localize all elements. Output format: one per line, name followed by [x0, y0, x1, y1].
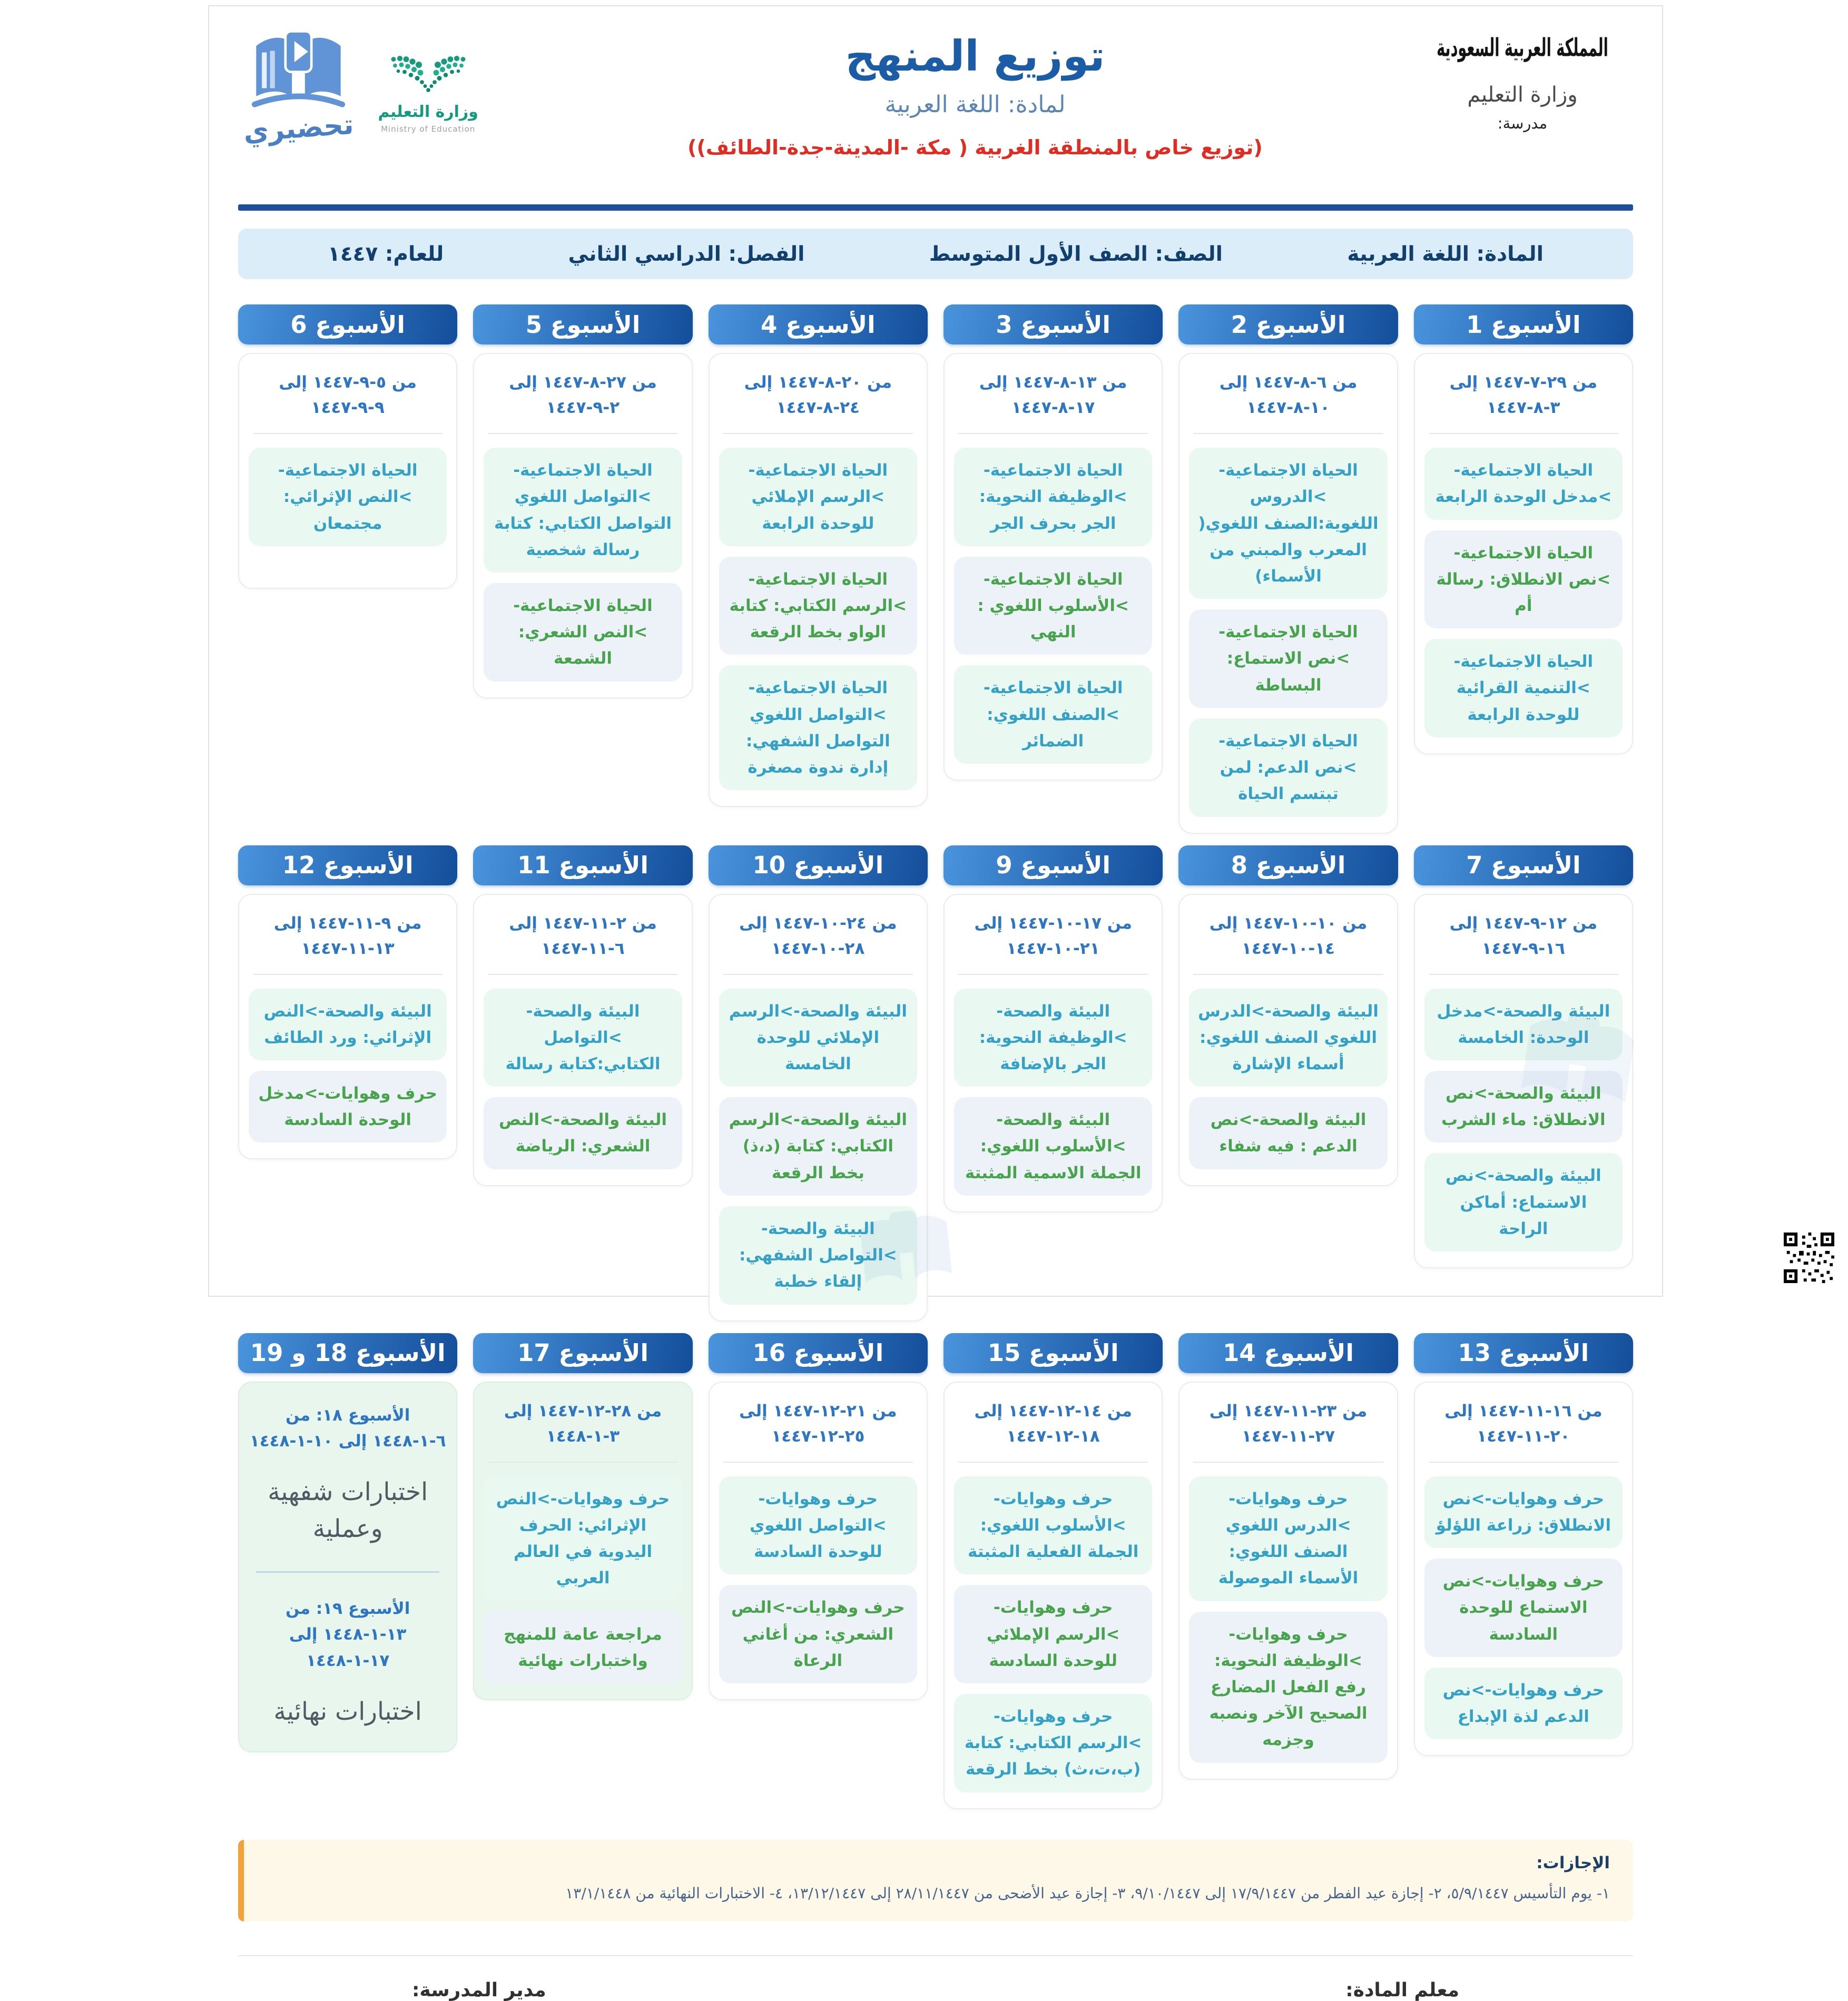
lesson-item: الحياة الاجتماعية->الرسم الإملائي للوحدة الرابعة — [719, 448, 917, 546]
lesson-item: حرف وهوايات->الوظيفة النحوية: رفع الفعل المضارع الصحيح الآخر ونصبه وجزمه — [1189, 1612, 1387, 1763]
week-header: الأسبوع 13 — [1414, 1333, 1633, 1373]
week-column — [1178, 304, 1398, 834]
week-column — [1414, 304, 1633, 834]
page-title: توزيع المنهج — [845, 32, 1105, 81]
holidays-note — [238, 1840, 1633, 1922]
lesson-item: الحياة الاجتماعية->التواصل اللغوي التواصل الشفهي: إدارة ندوة مصغرة — [719, 665, 917, 790]
lesson-item: الحياة الاجتماعية->نص الدعم: لمن تبتسم الحياة — [1189, 718, 1387, 817]
ministry-of-education-logo — [378, 37, 478, 134]
moe-dots-icon — [389, 51, 468, 97]
info-grade: الصف: الصف الأول المتوسط — [929, 242, 1223, 266]
saudi-emblem-icon: المملكة العربية السعودية — [1437, 34, 1608, 63]
lesson-item: حرف وهوايات->نص الانطلاق: زراعة اللؤلؤ — [1424, 1476, 1623, 1548]
weeks-grid — [238, 304, 1633, 1809]
lesson-item: الحياة الاجتماعية->نص الاستماع: البساطة — [1189, 609, 1387, 708]
week-card — [238, 894, 457, 1160]
week-column — [943, 304, 1163, 834]
lesson-list — [954, 989, 1152, 1196]
week-column — [473, 1333, 692, 1809]
lesson-item: البيئة والصحة->النص الشعري: الرياضة — [484, 1097, 682, 1169]
date-divider — [1429, 433, 1618, 434]
lesson-item: البيئة والصحة->التواصل الكتابي:كتابة رسالة — [484, 989, 682, 1087]
lesson-list — [249, 448, 447, 546]
week-column — [1414, 1333, 1633, 1809]
date-divider — [723, 433, 913, 434]
lesson-item: الحياة الاجتماعية->التنمية القرائية للوحدة الرابعة — [1424, 639, 1623, 737]
week-card — [1178, 353, 1398, 834]
week-date-range: من ٢٨-١٢-١٤٤٧ إلى ٣-١-١٤٤٨ — [504, 1401, 662, 1446]
tahdiri-brand-block — [242, 26, 355, 149]
subject-subtitle: لمادة: اللغة العربية — [884, 91, 1066, 118]
lesson-item: الحياة الاجتماعية->مدخل الوحدة الرابعة — [1424, 448, 1623, 519]
week-column — [709, 304, 928, 834]
holidays-accent-bar — [238, 1840, 244, 1922]
lesson-item: حرف وهوايات->التواصل اللغوي للوحدة السادسة — [719, 1476, 917, 1575]
week-column — [943, 845, 1163, 1322]
lesson-item: حرف وهوايات->النص الإثرائي: الحرف اليدوية في العالم العربي — [484, 1476, 682, 1601]
week-card — [1414, 353, 1633, 754]
lesson-item: حرف وهوايات->الرسم الكتابي: كتابة (ب،ت،ث) بخط الرقعة — [954, 1694, 1152, 1792]
week-column — [1178, 845, 1398, 1322]
exam-week-date: الأسبوع ١٩: من ١٣-١-١٤٤٨ إلى ١٧-١-١٤٤٨ — [285, 1599, 410, 1670]
exam-type-text: اختبارات نهائية — [273, 1697, 422, 1726]
teacher-signature-label: معلم المادة: — [1345, 1979, 1459, 2001]
week-card — [943, 1382, 1163, 1809]
moe-logo-subtitle: Ministry of Education — [381, 124, 476, 134]
week-date-range: من ٢١-١٢-١٤٤٧ إلى ٢٥-١٢-١٤٤٧ — [739, 1401, 897, 1446]
week-date-range: من ١٤-١٢-١٤٤٧ إلى ١٨-١٢-١٤٤٧ — [974, 1401, 1132, 1446]
ministry-name: وزارة التعليم — [1467, 83, 1578, 107]
lesson-item: البيئة والصحة->نص الدعم : فيه شفاء — [1189, 1097, 1387, 1169]
date-divider — [958, 1462, 1148, 1463]
lesson-list — [484, 989, 682, 1169]
week-column — [943, 1333, 1163, 1809]
date-divider — [253, 433, 443, 434]
week-header: الأسبوع 9 — [943, 845, 1163, 885]
lesson-item: البيئة والصحة->نص الانطلاق: ماء الشرب — [1424, 1071, 1623, 1142]
week-header: الأسبوع 8 — [1178, 845, 1398, 885]
date-divider — [958, 433, 1148, 434]
week-column — [473, 304, 692, 834]
lesson-item: الحياة الاجتماعية->الرسم الكتابي: كتابة الواو بخط الرقعة — [719, 557, 917, 655]
date-divider — [1429, 1462, 1618, 1463]
title-block — [538, 26, 1412, 159]
lesson-list — [1424, 989, 1623, 1252]
week-card — [473, 353, 692, 698]
week-card — [1414, 894, 1633, 1269]
week-card — [1414, 1382, 1633, 1757]
week-column — [709, 1333, 928, 1809]
lesson-item: البيئة والصحة->الأسلوب اللغوي: الجملة الاسمية المثبتة — [954, 1097, 1152, 1196]
date-divider — [723, 974, 913, 975]
lesson-list — [954, 448, 1152, 764]
lesson-item: الحياة الاجتماعية->نص الانطلاق: رسالة أم — [1424, 530, 1623, 629]
exam-type-text: اختبارات شفهية وعملية — [268, 1477, 428, 1544]
date-divider — [1193, 1462, 1383, 1463]
week-column — [473, 845, 692, 1322]
lesson-list — [484, 448, 682, 682]
brand-name: تحضيري — [242, 109, 355, 149]
moe-logo-title: وزارة التعليم — [378, 102, 478, 121]
week-header: الأسبوع 6 — [238, 304, 457, 344]
lesson-list — [1424, 1476, 1623, 1740]
lesson-list — [249, 989, 447, 1143]
lesson-list — [719, 448, 917, 790]
week-date-range: من ١٦-١١-١٤٤٧ إلى ٢٠-١١-١٤٤٧ — [1444, 1401, 1603, 1446]
week-date-range: من ١٧-١٠-١٤٤٧ إلى ٢١-١٠-١٤٤٧ — [974, 913, 1132, 958]
date-divider — [488, 974, 677, 975]
week-date-range: من ٢٣-١١-١٤٤٧ إلى ٢٧-١١-١٤٤٧ — [1209, 1401, 1368, 1446]
info-semester: الفصل: الدراسي الثاني — [568, 242, 805, 266]
week-date-range: من ٥-٩-١٤٤٧ إلى ٩-٩-١٤٤٧ — [279, 373, 417, 418]
header — [238, 6, 1633, 195]
week-date-range: من ٢٠-٨-١٤٤٧ إلى ٢٤-٨-١٤٤٧ — [744, 373, 892, 418]
date-divider — [1193, 974, 1383, 975]
qr-code — [1784, 1233, 1834, 1283]
week-column — [1414, 845, 1633, 1322]
lesson-item: البيئة والصحة->مدخل الوحدة: الخامسة — [1424, 989, 1623, 1060]
lesson-item: الحياة الاجتماعية->النص الشعري: الشمعة — [484, 583, 682, 682]
week-header: الأسبوع 4 — [709, 304, 928, 344]
exam-week-date: الأسبوع ١٨: من ٦-١-١٤٤٨ إلى ١٠-١-١٤٤٨ — [249, 1405, 446, 1451]
week-header: الأسبوع 10 — [709, 845, 928, 885]
week-date-range: من ١٢-٩-١٤٤٧ إلى ١٦-٩-١٤٤٧ — [1449, 913, 1598, 958]
lesson-item: البيئة والصحة->الرسم الكتابي: كتابة (د،ذ) بخط الرقعة — [719, 1097, 917, 1196]
week-header: الأسبوع 7 — [1414, 845, 1633, 885]
week-header: الأسبوع 18 و 19 — [238, 1333, 457, 1373]
lesson-item: الحياة الاجتماعية->الصنف اللغوي: الضمائر — [954, 665, 1152, 764]
header-divider — [238, 204, 1633, 211]
week-header: الأسبوع 3 — [943, 304, 1163, 344]
holidays-text: ١- يوم التأسيس ٥/٩/١٤٤٧، ٢- إجازة عيد الفطر من ١٧/٩/١٤٤٧ إلى ٩/١٠/١٤٤٧، ٣- إجازة عيد الأضحى من ٢٨/١١/١٤٤٧ إلى ١٣/١٢/١٤٤٧، ٤- الاختبارات النهائية من ١٣/١/١٤٤٨ — [565, 1884, 1610, 1902]
week-date-range: من ١٣-٨-١٤٤٧ إلى ١٧-٨-١٤٤٧ — [979, 373, 1127, 418]
date-divider — [723, 1462, 913, 1463]
week-header: الأسبوع 17 — [473, 1333, 692, 1373]
lesson-item: الحياة الاجتماعية->الوظيفة النحوية: الجر بحرف الجر — [954, 448, 1152, 546]
week-header: الأسبوع 12 — [238, 845, 457, 885]
lesson-item: حرف وهوايات->الأسلوب اللغوي: الجملة الفعلية المثبتة — [954, 1476, 1152, 1575]
week-column — [238, 845, 457, 1322]
week-card — [238, 1382, 457, 1752]
lesson-item: البيئة والصحة->النص الإثرائي: ورد الطائف — [249, 989, 447, 1060]
lesson-list — [719, 1476, 917, 1683]
document-sheet — [208, 5, 1663, 2001]
week-header: الأسبوع 14 — [1178, 1333, 1398, 1373]
lesson-item: الحياة الاجتماعية->التواصل اللغوي التواصل الكتابي: كتابة رسالة شخصية — [484, 448, 682, 573]
logos-block — [238, 26, 538, 149]
signatures-row — [238, 1955, 1633, 2001]
lesson-item: البيئة والصحة->الرسم الإملائي للوحدة الخامسة — [719, 989, 917, 1087]
lesson-item: الحياة الاجتماعية->الأسلوب اللغوي : النهي — [954, 557, 1152, 655]
week-column — [238, 304, 457, 834]
holidays-title: الإجازات: — [1536, 1853, 1610, 1872]
region-note: (توزيع خاص بالمنطقة الغربية ( مكة -المدينة-جدة-الطائف)) — [687, 136, 1263, 159]
week-header: الأسبوع 11 — [473, 845, 692, 885]
week-card — [943, 353, 1163, 781]
week-card — [473, 894, 692, 1186]
week-date-range: من ٢٧-٨-١٤٤٧ إلى ٢-٩-١٤٤٧ — [509, 373, 657, 418]
lesson-item: حرف وهوايات->الرسم الإملائي للوحدة السادسة — [954, 1585, 1152, 1683]
week-column — [238, 1333, 457, 1809]
week-header: الأسبوع 2 — [1178, 304, 1398, 344]
date-divider — [1429, 974, 1618, 975]
week-header: الأسبوع 1 — [1414, 304, 1633, 344]
lesson-list — [484, 1476, 682, 1683]
lesson-list — [1189, 1476, 1387, 1763]
lesson-item: حرف وهوايات->مدخل الوحدة السادسة — [249, 1071, 447, 1142]
lesson-item: حرف وهوايات->الدرس اللغوي الصنف اللغوي: الأسماء الموصولة — [1189, 1476, 1387, 1601]
week-header: الأسبوع 16 — [709, 1333, 928, 1373]
info-year: للعام: ١٤٤٧ — [328, 242, 444, 266]
date-divider — [488, 433, 677, 434]
lesson-item: البيئة والصحة->التواصل الشفهي: إلقاء خطبة — [719, 1206, 917, 1305]
lesson-item: حرف وهوايات->نص الاستماع للوحدة السادسة — [1424, 1559, 1623, 1657]
date-divider — [1193, 433, 1383, 434]
info-subject: المادة: اللغة العربية — [1347, 242, 1544, 266]
school-label: مدرسة: — [1497, 114, 1548, 132]
government-block — [1412, 26, 1633, 132]
date-divider — [488, 1462, 677, 1463]
lesson-list — [1424, 448, 1623, 737]
exam-divider — [256, 1571, 439, 1573]
week-date-range: من ١٠-١٠-١٤٤٧ إلى ١٤-١٠-١٤٤٧ — [1209, 913, 1368, 958]
week-date-range: من ٩-١١-١٤٤٧ إلى ١٣-١١-١٤٤٧ — [273, 913, 422, 958]
lesson-list — [1189, 448, 1387, 816]
week-column — [1178, 1333, 1398, 1809]
week-card — [473, 1382, 692, 1700]
lesson-item: الحياة الاجتماعية->الدروس اللغوية:الصنف اللغوي( المعرب والمبني من الأسماء) — [1189, 448, 1387, 599]
week-date-range: من ٢٤-١٠-١٤٤٧ إلى ٢٨-١٠-١٤٤٧ — [739, 913, 897, 958]
lesson-item: البيئة والصحة->نص الاستماع: أماكن الراحة — [1424, 1153, 1623, 1251]
week-card — [709, 353, 928, 807]
week-header: الأسبوع 5 — [473, 304, 692, 344]
week-date-range: من ٢-١١-١٤٤٧ إلى ٦-١١-١٤٤٧ — [509, 913, 657, 958]
lesson-list — [1189, 989, 1387, 1169]
week-date-range: من ٦-٨-١٤٤٧ إلى ١٠-٨-١٤٤٧ — [1219, 373, 1358, 418]
week-card — [943, 894, 1163, 1213]
week-header: الأسبوع 15 — [943, 1333, 1163, 1373]
lesson-item: البيئة والصحة->الوظيفة النحوية: الجر بالإضافة — [954, 989, 1152, 1087]
info-bar — [238, 229, 1633, 279]
lesson-list — [719, 989, 917, 1305]
lesson-item: مراجعة عامة للمنهج واختبارات نهائية — [484, 1612, 682, 1683]
week-date-range: من ٢٩-٧-١٤٤٧ إلى ٣-٨-١٤٤٧ — [1449, 373, 1598, 418]
week-card — [1178, 1382, 1398, 1780]
lesson-item: البيئة والصحة->الدرس اللغوي الصنف اللغوي: أسماء الإشارة — [1189, 989, 1387, 1087]
week-column — [709, 845, 928, 1322]
week-card — [709, 1382, 928, 1700]
week-card — [238, 353, 457, 589]
date-divider — [958, 974, 1148, 975]
week-card — [709, 894, 928, 1322]
lesson-item: الحياة الاجتماعية->النص الإثرائي: مجتمعان — [249, 448, 447, 546]
week-card — [1178, 894, 1398, 1186]
open-book-play-icon — [250, 26, 347, 116]
principal-signature-label: مدير المدرسة: — [412, 1979, 546, 2001]
lesson-item: حرف وهوايات->النص الشعري: من أغاني الرعاة — [719, 1585, 917, 1683]
lesson-list — [954, 1476, 1152, 1792]
lesson-item: حرف وهوايات->نص الدعم لذة الإبداع — [1424, 1668, 1623, 1739]
date-divider — [253, 974, 443, 975]
